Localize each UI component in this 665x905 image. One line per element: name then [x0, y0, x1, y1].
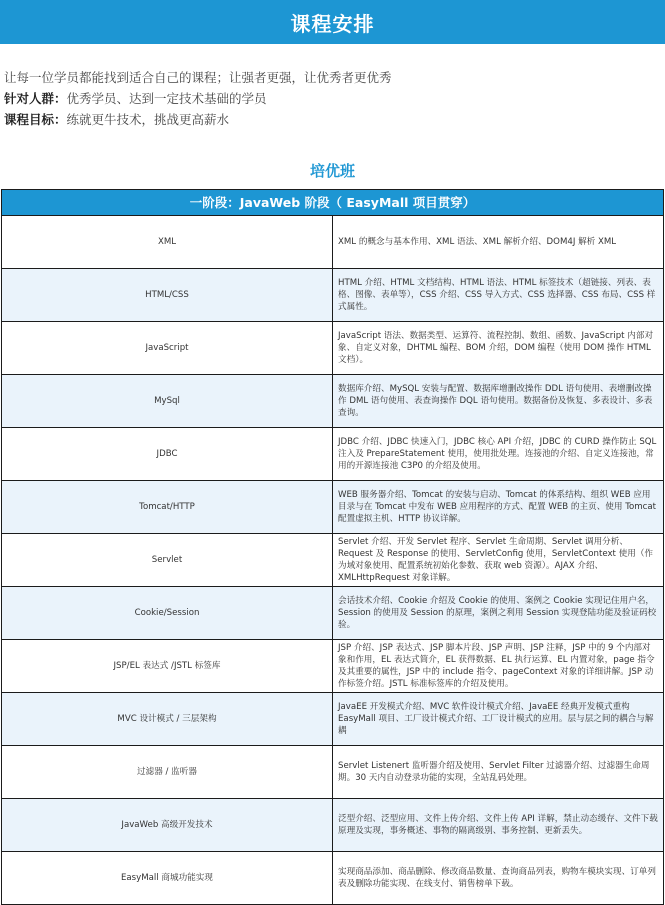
course-topic: Servlet	[2, 534, 333, 587]
course-row	[2, 269, 664, 322]
course-detail: 实现商品添加、商品删除、修改商品数量、查询商品列表，购物车模块实现、订单列表及删除功能实现、在线支付、销售榜单下载。	[333, 852, 664, 905]
goal-label: 课程目标：	[4, 112, 67, 127]
audience-label: 针对人群：	[4, 91, 67, 106]
audience-text: 优秀学员、达到一定技术基础的学员	[66, 91, 267, 106]
course-topic: Cookie/Session	[2, 587, 333, 640]
course-detail: JavaEE 开发模式介绍、MVC 软件设计模式介绍、JavaEE 经典开发模式重构 EasyMall 项目、工厂设计模式介绍、工厂设计模式的应用。层与层之间的耦合与解耦	[333, 693, 664, 746]
course-detail: Servlet Listenert 监听器介绍及使用、Servlet Filter 过滤器介绍、过滤器生命周期。30 天内自动登录功能的实现，全站乱码处理。	[333, 746, 664, 799]
phase-title: 一阶段：JavaWeb 阶段（ EasyMall 项目贯穿）	[2, 190, 664, 216]
course-row	[2, 322, 664, 375]
course-detail: JSP 介绍、JSP 表达式、JSP 脚本片段、JSP 声明、JSP 注释，JSP 中的 9 个内部对象和作用，EL 表达式简介，EL 获得数据、EL 执行运算、EL 内置对象，page 指令及其重要的属性，JSP 中的 include 指令、pageContext 对象的详细讲解。JSP 动作标签介绍。JSTL 标准标签库的介绍及使用。	[333, 640, 664, 693]
goal-text: 练就更牛技术，挑战更高薪水	[66, 112, 230, 127]
course-row	[2, 428, 664, 481]
course-topic: XML	[2, 216, 333, 269]
course-detail: 会话技术介绍、Cookie 介绍及 Cookie 的使用、案例之 Cookie 实现记住用户名，Session 的使用及 Session 的原理，案例之利用 Session 实现登陆功能及验证码校验。	[333, 587, 664, 640]
course-detail: JDBC 介绍、JDBC 快速入门，JDBC 核心 API 介绍，JDBC 的 CURD 操作防止 SQL 注入及 PrepareStatement 使用，使用批处理。连接池的介绍、自定义连接池，常用的开源连接池 C3P0 的介绍及使用。	[333, 428, 664, 481]
course-row	[2, 587, 664, 640]
course-row	[2, 799, 664, 852]
course-topic: HTML/CSS	[2, 269, 333, 322]
course-row	[2, 746, 664, 799]
course-row	[2, 693, 664, 746]
course-topic: JDBC	[2, 428, 333, 481]
phase-header-row	[2, 190, 664, 216]
tagline: 让每一位学员都能找到适合自己的课程；让强者更强，让优秀者更优秀	[4, 70, 392, 85]
course-table-body	[2, 190, 664, 905]
audience-line	[4, 88, 665, 109]
course-detail: 泛型介绍、泛型应用、文件上传介绍、文件上传 API 详解，禁止动态缓存、文件下载原理及实现，事务概述、事物的隔离级别、事务控制、更新丢失。	[333, 799, 664, 852]
course-topic: JSP/EL 表达式 /JSTL 标签库	[2, 640, 333, 693]
course-row	[2, 852, 664, 905]
goal-line	[4, 109, 665, 130]
course-row	[2, 375, 664, 428]
course-topic: Tomcat/HTTP	[2, 481, 333, 534]
section-title: 培优班	[309, 162, 355, 180]
course-topic: JavaScript	[2, 322, 333, 375]
page-title: 课程安排	[0, 0, 665, 44]
course-detail: Servlet 介绍、开发 Servlet 程序、Servlet 生命周期、Servlet 调用分析、Request 及 Response 的使用、ServletConfig 使用，ServletContext 使用（作为域对象使用、配置系统初始化参数、获取 web 资源）。AJAX 介绍、XMLHttpRequest 对象详解。	[333, 534, 664, 587]
course-detail: WEB 服务器介绍、Tomcat 的安装与启动、Tomcat 的体系结构、组织 WEB 应用目录与在 Tomcat 中发布 WEB 应用程序的方式、配置 WEB 的主页、使用 Tomcat 配置虚拟主机、HTTP 协议详解。	[333, 481, 664, 534]
course-topic: MySql	[2, 375, 333, 428]
course-row	[2, 216, 664, 269]
course-row	[2, 534, 664, 587]
course-detail: XML 的概念与基本作用、XML 语法、XML 解析介绍、DOM4J 解析 XML	[333, 216, 664, 269]
course-topic: 过滤器 / 监听器	[2, 746, 333, 799]
intro	[0, 44, 665, 130]
course-topic: JavaWeb 高级开发技术	[2, 799, 333, 852]
course-detail: 数据库介绍、MySQL 安装与配置、数据库增删改操作 DDL 语句使用、表增删改操作 DML 语句使用、表查询操作 DQL 语句使用。数据备份及恢复、多表设计、多表查询。	[333, 375, 664, 428]
course-detail: JavaScript 语法、数据类型、运算符、流程控制、数组、函数、JavaScript 内部对象、自定义对象，DHTML 编程、BOM 介绍，DOM 编程（使用 DOM 操作 HTML 文档）。	[333, 322, 664, 375]
course-topic: MVC 设计模式 / 三层架构	[2, 693, 333, 746]
course-topic: EasyMall 商城功能实现	[2, 852, 333, 905]
course-row	[2, 481, 664, 534]
course-row	[2, 640, 664, 693]
course-table	[1, 189, 664, 905]
course-detail: HTML 介绍、HTML 文档结构、HTML 语法、HTML 标签技术（超链接、列表、表格、图像、表单等），CSS 介绍、CSS 导入方式、CSS 选择器、CSS 布局、CSS 样式属性。	[333, 269, 664, 322]
